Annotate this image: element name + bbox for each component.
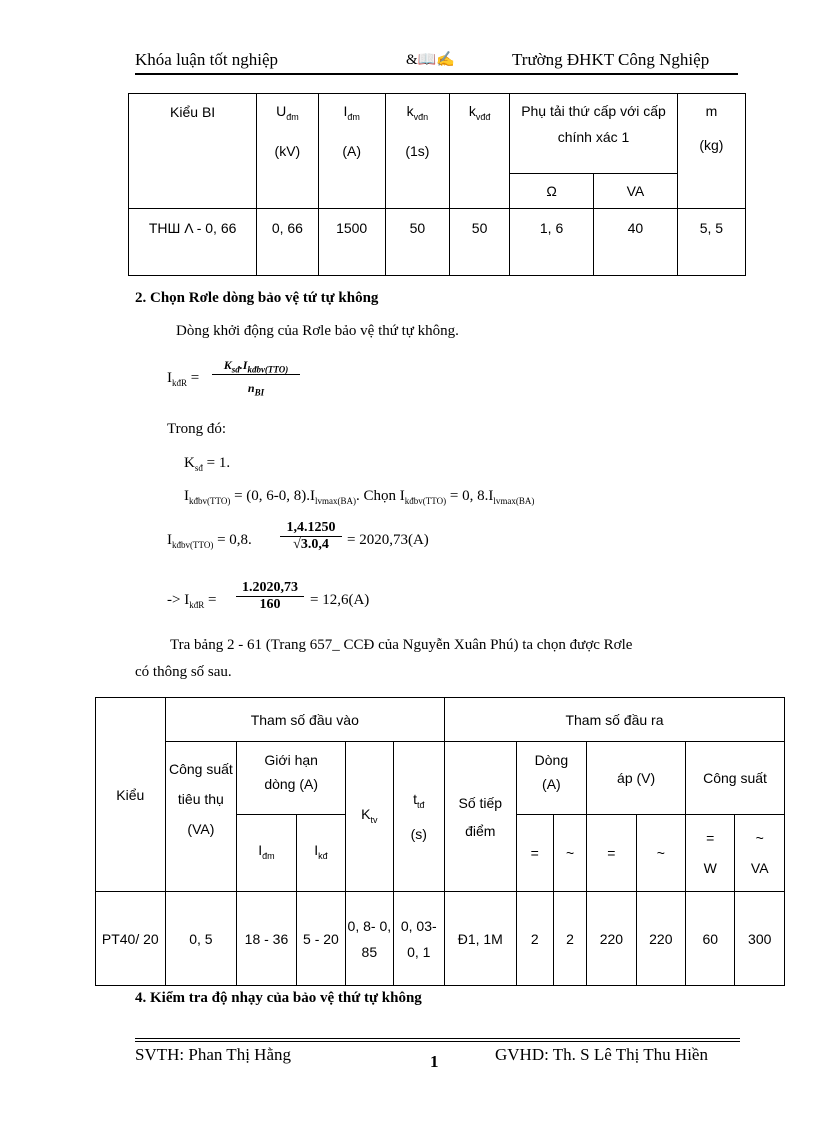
bi-row-mass: 5, 5	[677, 209, 745, 276]
formula3-denominator: 160	[259, 597, 281, 612]
t2-row-u-ac: 220	[636, 892, 685, 986]
t2-row-i-ac: 2	[553, 892, 586, 986]
ikdbv-line: $I_{kđbv(TTO)} = (0$, 6-0, $8).I_{lvmax(BA)}$. Chọn $I_{kđbv(TTO)} = 0$, $8.I_{lvmax(BA)}$	[184, 488, 535, 506]
t2-input-header: Tham số đầu vào	[165, 698, 444, 742]
formula2-result: = 2020,73(A)	[347, 532, 429, 548]
formula2-fraction	[280, 520, 342, 553]
u-header: $U_{đm}$ (kV)	[257, 94, 318, 209]
formula3-numerator: 1.2020,73	[236, 580, 304, 597]
t2-p-w-header: = W	[686, 815, 735, 892]
header-book-icon: &📖✍	[406, 52, 456, 68]
where-label: Trong đó:	[167, 421, 227, 437]
t2-type-header: Kiểu	[96, 698, 166, 892]
t2-i-ac-header: ~	[553, 815, 586, 892]
t2-ikd-header: $I_{kđ}$	[296, 815, 345, 892]
formula1-lhs: $I_{kđR}$ =	[167, 370, 200, 388]
t2-row-p-va: 300	[735, 892, 785, 986]
t2-row-ikd: 5 - 20	[296, 892, 345, 986]
header-left: Khóa luận tốt nghiệp	[135, 50, 279, 69]
t2-current-header: Dòng (A)	[516, 742, 587, 815]
t2-i-dc-header: =	[516, 815, 553, 892]
section2-intro: Dòng khởi động của Rơle bảo vệ thứ tự không.	[176, 323, 459, 339]
formula3-lhs: -> $I_{kđR}$ =	[167, 592, 217, 610]
footer-rule-2	[135, 1041, 740, 1042]
bi-row-type: THШ Λ - 0, 66	[129, 209, 257, 276]
header-rule	[135, 73, 738, 75]
t2-idm-header: $I_{đm}$	[237, 815, 297, 892]
footer-right: GVHD: Th. S Lê Thị Thu Hiền	[495, 1045, 708, 1064]
formula1-fraction	[212, 358, 300, 398]
relay-table	[95, 697, 785, 986]
bi-row-kvdn: 50	[385, 209, 449, 276]
kvdn-header: $k_{vđn}$ (1s)	[385, 94, 449, 209]
t2-row-power: 0, 5	[165, 892, 237, 986]
mass-header: m (kg)	[677, 94, 745, 209]
bi-row-u: 0, 66	[257, 209, 318, 276]
i-header: $I_{đm}$ (A)	[318, 94, 385, 209]
lookup-line2: có thông số sau.	[135, 664, 232, 680]
t2-ktv-header: $K_{tv}$	[346, 742, 393, 892]
t2-row-ttd: 0, 03- 0, 1	[393, 892, 444, 986]
t2-u-ac-header: ~	[636, 815, 685, 892]
formula3-result: = 12,6(A)	[310, 592, 370, 608]
bi-row-ohm: 1, 6	[510, 209, 594, 276]
bi-table	[128, 93, 746, 276]
va-header: VA	[593, 173, 677, 208]
bi-row-va: 40	[593, 209, 677, 276]
section4-title: 4. Kiểm tra độ nhạy của bảo vệ thứ tự không	[135, 990, 422, 1006]
formula1-numerator: $K_{sđ}.I_{kđbv(TTO)}$	[212, 358, 300, 375]
formula2-numerator: 1,4.1250	[280, 520, 342, 537]
t2-voltage-header: áp (V)	[587, 742, 686, 815]
t2-output-header: Tham số đầu ra	[444, 698, 784, 742]
t2-row-p-w: 60	[686, 892, 735, 986]
t2-row-contacts: Đ1, 1M	[444, 892, 516, 986]
t2-row-i-dc: 2	[516, 892, 553, 986]
lookup-line1: Tra bảng 2 - 61 (Trang 657_ CCĐ của Nguyễn Xuân Phú) ta chọn được Rơle	[170, 637, 633, 653]
t2-ttd-header: $t_{tđ}$ (s)	[393, 742, 444, 892]
footer-left: SVTH: Phan Thị Hằng	[135, 1045, 291, 1064]
bi-row-kvdd: 50	[449, 209, 509, 276]
formula2-denominator: √3.0,4	[293, 537, 329, 552]
t2-row-type: PT40/ 20	[96, 892, 166, 986]
kvdd-header: $k_{vđđ}$	[449, 94, 509, 209]
header-right: Trường ĐHKT Công Nghiệp	[512, 50, 710, 69]
t2-row-ktv: 0, 8- 0, 85	[346, 892, 393, 986]
t2-contacts-header: Số tiếp điểm	[444, 742, 516, 892]
ohm-header: Ω	[510, 173, 594, 208]
formula2-lhs: $I_{kđbv(TTO)} = 0,8$.	[167, 532, 252, 550]
t2-current-limit-header: Giới hạn dòng (A)	[237, 742, 346, 815]
bi-row-i: 1500	[318, 209, 385, 276]
t2-p-va-header: ~ VA	[735, 815, 785, 892]
section2-title: 2. Chọn Rơle dòng bảo vệ tứ tự không	[135, 290, 379, 306]
t2-u-dc-header: =	[587, 815, 636, 892]
formula1-denominator: $n_{BI}$	[247, 381, 265, 398]
t2-power-header: Công suất tiêu thụ (VA)	[165, 742, 237, 892]
load-header: Phụ tải thứ cấp với cấp chính xác 1	[510, 94, 678, 174]
footer-rule-1	[135, 1038, 740, 1039]
footer-page-number: 1	[430, 1052, 439, 1071]
bi-type-header: Kiểu BI	[129, 94, 257, 209]
formula3-fraction	[236, 580, 304, 613]
t2-row-u-dc: 220	[587, 892, 636, 986]
t2-row-idm: 18 - 36	[237, 892, 297, 986]
ksd-line: $K_{sđ} = 1$.	[184, 455, 231, 473]
t2-power-out-header: Công suất	[686, 742, 785, 815]
